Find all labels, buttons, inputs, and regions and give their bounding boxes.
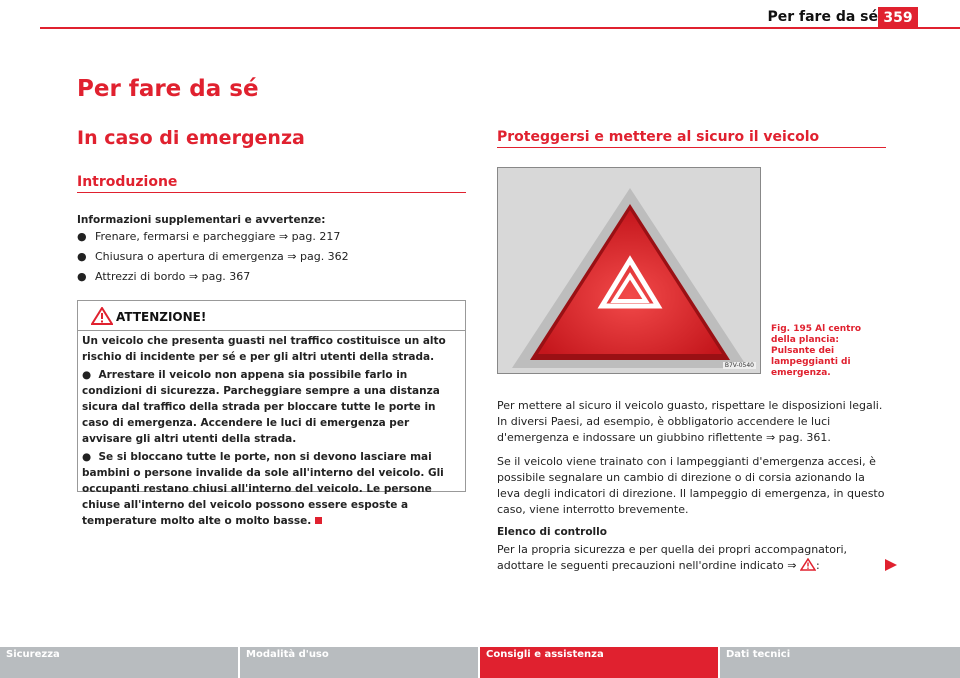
bullet-icon: ● (82, 369, 99, 381)
section-title: In caso di emergenza (77, 127, 305, 149)
hazard-button-figure (497, 167, 761, 374)
warning-paragraph: Un veicolo che presenta guasti nel traffico costituisce un alto rischio di incidente per sé e per gli altri utenti della strada. (82, 335, 446, 363)
bullet-icon: ● (77, 230, 87, 243)
bullet-item (77, 230, 340, 243)
tab-consigli-e-assistenza[interactable]: Consigli e assistenza (480, 647, 718, 678)
hazard-button-icon (498, 168, 761, 374)
bullet-icon: ● (77, 250, 87, 263)
chapter-title: Per fare da sé (77, 76, 259, 102)
next-page-arrow-icon[interactable] (884, 557, 898, 576)
subsection-title-proteggersi: Proteggersi e mettere al sicuro il veicolo (497, 129, 820, 145)
warning-triangle-icon[interactable] (800, 558, 816, 576)
subsection-title-introduzione: Introduzione (77, 174, 178, 190)
tab-dati-tecnici[interactable]: Dati tecnici (720, 647, 960, 678)
page-number: 359 (878, 7, 918, 29)
info-heading: Informazioni supplementari e avvertenze: (77, 214, 326, 226)
bullet-icon: ● (77, 270, 87, 283)
bullet-text[interactable]: Frenare, fermarsi e parcheggiare ⇒ pag. 217 (95, 230, 341, 243)
tab-sicurezza[interactable]: Sicurezza (0, 647, 238, 678)
figure-code: B7V-0540 (724, 362, 754, 369)
tab-modalita-duso[interactable]: Modalità d'uso (240, 647, 478, 678)
running-header-title: Per fare da sé (767, 9, 878, 25)
footer-nav (0, 647, 960, 678)
subsection-rule (497, 147, 886, 148)
subsection-rule (77, 192, 466, 193)
bullet-icon: ● (82, 451, 99, 463)
header-rule (40, 27, 960, 29)
checklist-heading: Elenco di controllo (497, 526, 607, 538)
section-end-icon (315, 517, 322, 524)
warning-box (77, 300, 466, 527)
paragraph: Se il veicolo viene trainato con i lampeggianti d'emergenza accesi, è possibile segnalare un cambio di direzione o di corsia azionando la leva degli indicatori di direzione. Il lampeggio di emergenza, in questo caso, viene interrotto brevemente. (497, 455, 885, 516)
warning-title: ATTENZIONE! (116, 310, 207, 324)
paragraph: Per mettere al sicuro il veicolo guasto, rispettare le disposizioni legali. In diversi Paesi, ad esempio, è obbligatorio accendere le luci d'emergenza e indossare un giubbino riflettente ⇒ pag. 361. (497, 399, 883, 444)
warning-triangle-icon (91, 307, 113, 329)
bullet-item (77, 250, 349, 263)
bullet-text[interactable]: Attrezzi di bordo ⇒ pag. 367 (95, 270, 251, 283)
paragraph: Per la propria sicurezza e per quella dei propri accompagnatori, adottare le seguenti precauzioni nell'ordine indicato ⇒ : (497, 542, 889, 576)
bullet-text[interactable]: Chiusura o apertura di emergenza ⇒ pag. 362 (95, 250, 349, 263)
warning-header (78, 301, 465, 331)
warning-bullet: ● Se si bloccano tutte le porte, non si devono lasciare mai bambini o persone invalide da sole all'interno del veicolo. Gli occupanti restano chiusi all'interno del veicolo. Le persone chiuse all'interno del veicolo possono essere esposte a temperature molto alte o molto basse. (82, 451, 444, 527)
warning-body (82, 333, 462, 531)
trailing-colon: : (815, 559, 820, 572)
warning-bullet: ● Arrestare il veicolo non appena sia possibile farlo in condizioni di sicurezza. Parcheggiare sempre a una distanza sicura dal traffico della strada per bloccare tutte le porte in caso di emergenza. Accendere le luci di emergenza per avvisare gli altri utenti della strada. (82, 369, 440, 445)
figure-caption: Fig. 195 Al centro della plancia: Pulsante dei lampeggianti di emergenza. (771, 324, 862, 378)
bullet-item (77, 270, 250, 283)
